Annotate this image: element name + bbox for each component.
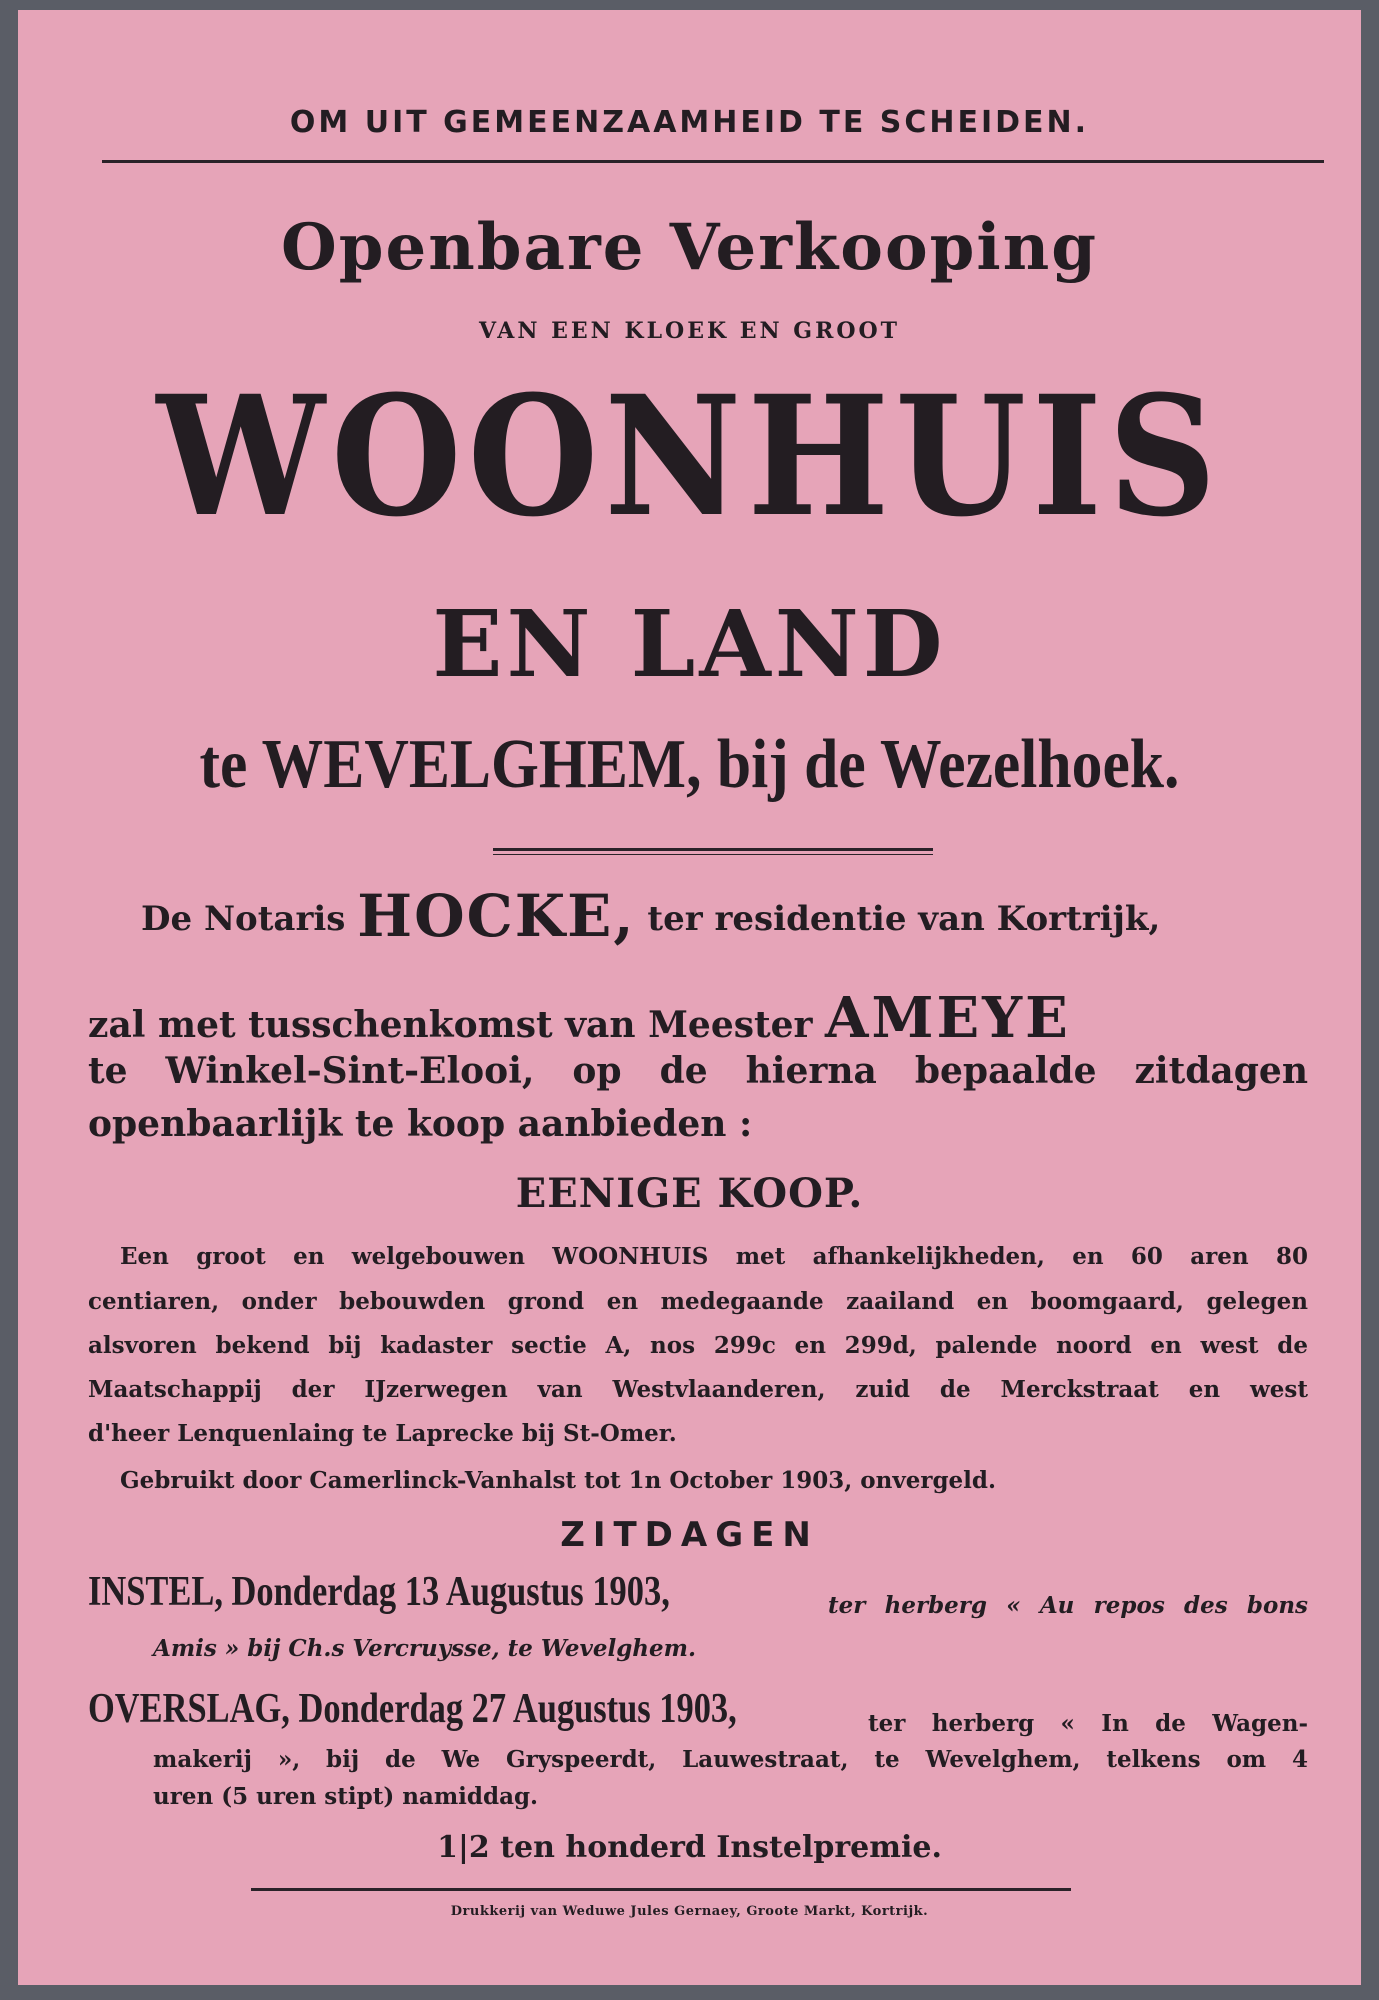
notary-line-3: te Winkel-Sint-Elooi, op de hierna bepaalde zitdagen — [88, 1050, 1308, 1092]
session1-text2: Amis » bij Ch.s Vercruysse, te Wevelghem. — [153, 1635, 697, 1662]
premium: 1|2 ten honderd Instelpremie. — [437, 1830, 942, 1865]
sessions-title: ZITDAGEN — [560, 1515, 819, 1555]
printer-imprint: Drukkerij van Weduwe Jules Gernaey, Groote Markt, Kortrijk. — [450, 1904, 929, 1919]
notary-line-4: openbaarlijk te koop aanbieden : — [88, 1103, 753, 1145]
notary-line-2 — [88, 985, 1308, 1051]
footer-rule — [251, 1888, 1071, 1891]
notary-prefix: De Notaris — [141, 899, 346, 939]
session1-label: INSTEL, Donderdag 13 Augustus 1903, — [88, 1569, 670, 1615]
poster — [18, 10, 1361, 1985]
session2-text3: uren (5 uren stipt) namiddag. — [153, 1783, 539, 1810]
session2-text1: ter herberg « In de Wagen- — [868, 1710, 1308, 1737]
subtitle: VAN EEN KLOEK EN GROOT — [478, 318, 901, 344]
lot-title: EENIGE KOOP. — [515, 1170, 864, 1217]
divider-rule — [493, 848, 933, 851]
session1-text1: ter herberg « Au repos des bons — [828, 1592, 1308, 1619]
header-rule — [102, 160, 1324, 163]
session2-text2: makerij », bij de We Gryspeerdt, Lauwestraat, te Wevelghem, telkens om 4 — [153, 1746, 1308, 1773]
notary-suffix: ter residentie van Kortrijk, — [647, 899, 1161, 939]
notary-colleague: AMEYE — [825, 985, 1071, 1051]
headline-2: EN LAND — [432, 590, 947, 698]
lot-line: Een groot en welgebouwen WOONHUIS met afhankelijkheden, en 60 aren 80 — [120, 1243, 1308, 1270]
divider-rule-thin — [493, 854, 933, 855]
lot-line: Maatschappij der IJzerwegen van Westvlaanderen, zuid de Merckstraat en west — [88, 1376, 1308, 1403]
header-text: OM UIT GEMEENZAAMHEID TE SCHEIDEN. — [289, 105, 1090, 140]
session2-label: OVERSLAG, Donderdag 27 Augustus 1903, — [88, 1686, 737, 1732]
location: te WEVELGHEM, bij de Wezelhoek. — [199, 726, 1180, 803]
lot-line: d'heer Lenquenlaing te Laprecke bij St-Omer. — [88, 1420, 677, 1447]
lot-line: centiaren, onder bebouwden grond en medegaande zaailand en boomgaard, gelegen — [88, 1288, 1308, 1315]
title: Openbare Verkooping — [281, 210, 1098, 285]
notary-line-1 — [141, 882, 1321, 950]
lot-line: alsvoren bekend bij kadaster sectie A, nos 299c en 299d, palende noord en west de — [88, 1332, 1308, 1359]
notary-line2-prefix: zal met tusschenkomst van Meester — [88, 1004, 813, 1046]
notary-name: HOCKE, — [357, 882, 636, 950]
headline: WOONHUIS — [156, 360, 1223, 554]
usage-line: Gebruikt door Camerlinck-Vanhalst tot 1n October 1903, onvergeld. — [120, 1467, 996, 1494]
